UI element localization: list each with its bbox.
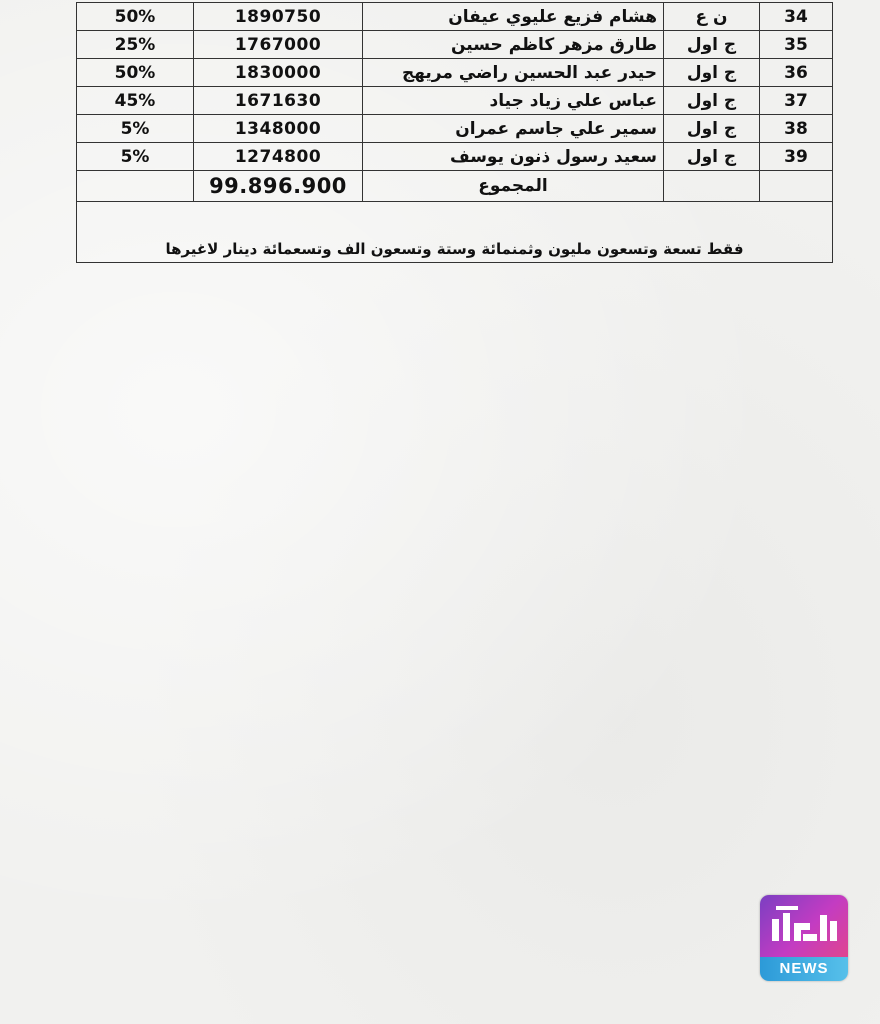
percent-cell: 5%: [77, 143, 194, 171]
sequence-number-cell: 39: [760, 143, 833, 171]
sequence-number-cell: 35: [760, 31, 833, 59]
logo-wordmark: [764, 901, 844, 951]
table-row: [77, 143, 833, 171]
name-cell: سعيد رسول ذنون يوسف: [363, 143, 664, 171]
amount-cell: 1767000: [194, 31, 363, 59]
amount-in-words-row: [77, 202, 833, 263]
amount-cell: 1274800: [194, 143, 363, 171]
table-row: [77, 59, 833, 87]
grade-cell: ج اول: [664, 115, 760, 143]
news-logo: [760, 895, 848, 981]
grade-cell: ج اول: [664, 87, 760, 115]
name-cell: طارق مزهر كاظم حسين: [363, 31, 664, 59]
total-label: المجموع: [363, 171, 664, 202]
sequence-number-cell: 34: [760, 3, 833, 31]
table-row: [77, 31, 833, 59]
amount-cell: 1830000: [194, 59, 363, 87]
amount-cell: 1890750: [194, 3, 363, 31]
payment-table: [76, 2, 833, 263]
table-row: [77, 87, 833, 115]
percent-cell: 25%: [77, 31, 194, 59]
sequence-number-cell: 37: [760, 87, 833, 115]
table-row: [77, 3, 833, 31]
total-empty-cell: [664, 171, 760, 202]
percent-cell: 50%: [77, 59, 194, 87]
total-empty-cell: [760, 171, 833, 202]
percent-cell: 45%: [77, 87, 194, 115]
amount-cell: 1671630: [194, 87, 363, 115]
logo-wordmark-area: [760, 895, 848, 957]
total-empty-cell: [77, 171, 194, 202]
total-amount: 99.896.900: [194, 171, 363, 202]
amount-cell: 1348000: [194, 115, 363, 143]
name-cell: سمير علي جاسم عمران: [363, 115, 664, 143]
table-body: [77, 3, 833, 263]
table-row: [77, 115, 833, 143]
sequence-number-cell: 36: [760, 59, 833, 87]
total-row: [77, 171, 833, 202]
amount-in-words: فقط تسعة وتسعون مليون وثمنمائة وستة وتسعون الف وتسعمائة دينار لاغيرها: [165, 240, 744, 258]
percent-cell: 5%: [77, 115, 194, 143]
grade-cell: ج اول: [664, 31, 760, 59]
percent-cell: 50%: [77, 3, 194, 31]
name-cell: حيدر عبد الحسين راضي مريهج: [363, 59, 664, 87]
sequence-number-cell: 38: [760, 115, 833, 143]
grade-cell: ن ع: [664, 3, 760, 31]
name-cell: عباس علي زياد جياد: [363, 87, 664, 115]
grade-cell: ج اول: [664, 143, 760, 171]
amount-in-words-cell: [77, 202, 833, 263]
name-cell: هشام فزيع عليوي عيفان: [363, 3, 664, 31]
logo-news-label: NEWS: [760, 957, 848, 981]
grade-cell: ج اول: [664, 59, 760, 87]
